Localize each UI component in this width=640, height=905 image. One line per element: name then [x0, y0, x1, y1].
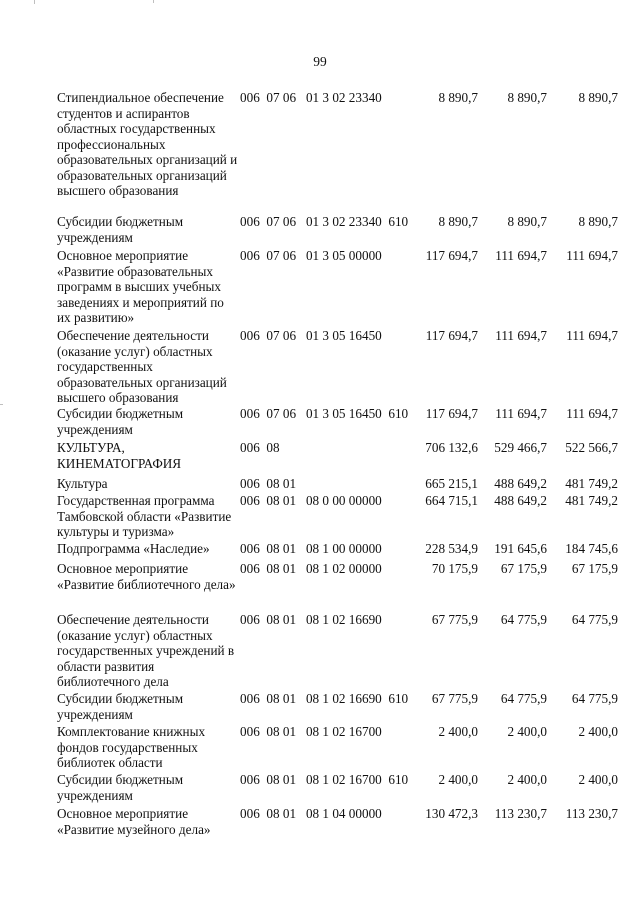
row-value-1: 8 890,7 — [438, 90, 478, 105]
row-name: КУЛЬТУРА, КИНЕМАТОГРАФИЯ — [57, 440, 182, 471]
row-value-2: 2 400,0 — [507, 724, 547, 739]
row-name: Субсидии бюджетным учреждениям — [57, 691, 184, 722]
row-value-3: 111 694,7 — [566, 406, 618, 421]
row-value-2: 67 175,9 — [500, 561, 547, 576]
row-code: 006 08 01 08 0 00 00000 — [240, 493, 382, 508]
row-value-3: 64 775,9 — [571, 612, 618, 627]
row-code: 006 07 06 01 3 05 16450 610 — [240, 406, 409, 421]
row-value-3: 184 745,6 — [565, 541, 618, 556]
row-value-1: 67 775,9 — [431, 612, 478, 627]
row-code: 006 08 01 08 1 02 16700 610 — [240, 772, 409, 787]
row-name: Субсидии бюджетным учреждениям — [57, 214, 184, 245]
row-value-1: 706 132,6 — [425, 440, 478, 455]
row-name: Основное мероприятие «Развитие библиотечного дела» — [57, 561, 236, 592]
row-name: Подпрограмма «Наследие» — [57, 541, 210, 556]
row-value-1: 117 694,7 — [425, 328, 478, 343]
row-value-2: 111 694,7 — [495, 406, 547, 421]
row-code: 006 08 01 08 1 00 00000 — [240, 541, 382, 556]
page-number: 99 — [313, 54, 327, 69]
row-value-1: 665 215,1 — [425, 476, 478, 491]
row-value-1: 117 694,7 — [425, 406, 478, 421]
row-name: Стипендиальное обеспечение студентов и аспирантов областных государственных профессиональных образовательных организаций и образовательных организаций высшего образования — [57, 90, 238, 198]
row-name: Основное мероприятие «Развитие образовательных программ в высших учебных заведениях и мероприятий по их развитию» — [57, 248, 224, 325]
row-value-3: 2 400,0 — [578, 772, 618, 787]
row-value-3: 481 749,2 — [565, 493, 618, 508]
row-value-2: 191 645,6 — [494, 541, 547, 556]
row-value-1: 228 534,9 — [425, 541, 478, 556]
row-code: 006 07 06 01 3 05 00000 — [240, 248, 382, 263]
row-value-2: 488 649,2 — [494, 476, 547, 491]
row-name: Субсидии бюджетным учреждениям — [57, 406, 184, 437]
row-code: 006 08 01 08 1 02 00000 — [240, 561, 382, 576]
row-value-1: 130 472,3 — [425, 806, 478, 821]
row-code: 006 08 01 08 1 02 16690 610 — [240, 691, 409, 706]
row-value-2: 8 890,7 — [507, 214, 547, 229]
scan-mark — [0, 404, 3, 405]
row-value-2: 64 775,9 — [500, 612, 547, 627]
row-value-2: 64 775,9 — [500, 691, 547, 706]
row-name: Основное мероприятие «Развитие музейного дела» — [57, 806, 211, 837]
row-name: Субсидии бюджетным учреждениям — [57, 772, 184, 803]
row-value-1: 117 694,7 — [425, 248, 478, 263]
row-name: Культура — [57, 476, 108, 491]
scan-mark — [153, 0, 154, 3]
scan-mark — [34, 0, 35, 4]
row-value-1: 2 400,0 — [438, 772, 478, 787]
row-value-3: 522 566,7 — [565, 440, 618, 455]
row-code: 006 07 06 01 3 02 23340 — [240, 90, 382, 105]
row-code: 006 08 01 08 1 04 00000 — [240, 806, 382, 821]
row-name: Обеспечение деятельности (оказание услуг) областных государственных учреждений в области развития библиотечного дела — [57, 612, 235, 689]
row-value-2: 2 400,0 — [507, 772, 547, 787]
row-code: 006 07 06 01 3 02 23340 610 — [240, 214, 409, 229]
row-name: Государственная программа Тамбовской области «Развитие культуры и туризма» — [57, 493, 232, 539]
row-value-3: 481 749,2 — [565, 476, 618, 491]
row-value-2: 8 890,7 — [507, 90, 547, 105]
row-code: 006 07 06 01 3 05 16450 — [240, 328, 382, 343]
row-name: Обеспечение деятельности (оказание услуг) областных государственных образовательных организаций высшего образования — [57, 328, 227, 405]
row-value-3: 111 694,7 — [566, 328, 618, 343]
row-name: Комплектование книжных фондов государственных библиотек области — [57, 724, 206, 770]
row-value-2: 111 694,7 — [495, 248, 547, 263]
row-value-2: 113 230,7 — [494, 806, 547, 821]
row-value-2: 529 466,7 — [494, 440, 547, 455]
row-value-1: 8 890,7 — [438, 214, 478, 229]
row-value-3: 111 694,7 — [566, 248, 618, 263]
row-value-3: 67 175,9 — [571, 561, 618, 576]
row-value-2: 111 694,7 — [495, 328, 547, 343]
row-value-2: 488 649,2 — [494, 493, 547, 508]
row-code: 006 08 — [240, 440, 280, 455]
row-value-3: 8 890,7 — [578, 90, 618, 105]
row-value-1: 2 400,0 — [438, 724, 478, 739]
row-code: 006 08 01 08 1 02 16700 — [240, 724, 382, 739]
row-value-3: 113 230,7 — [565, 806, 618, 821]
row-value-1: 664 715,1 — [425, 493, 478, 508]
row-code: 006 08 01 08 1 02 16690 — [240, 612, 382, 627]
row-value-1: 70 175,9 — [431, 561, 478, 576]
row-value-3: 64 775,9 — [571, 691, 618, 706]
row-value-3: 8 890,7 — [578, 214, 618, 229]
row-value-3: 2 400,0 — [578, 724, 618, 739]
row-code: 006 08 01 — [240, 476, 297, 491]
row-value-1: 67 775,9 — [431, 691, 478, 706]
